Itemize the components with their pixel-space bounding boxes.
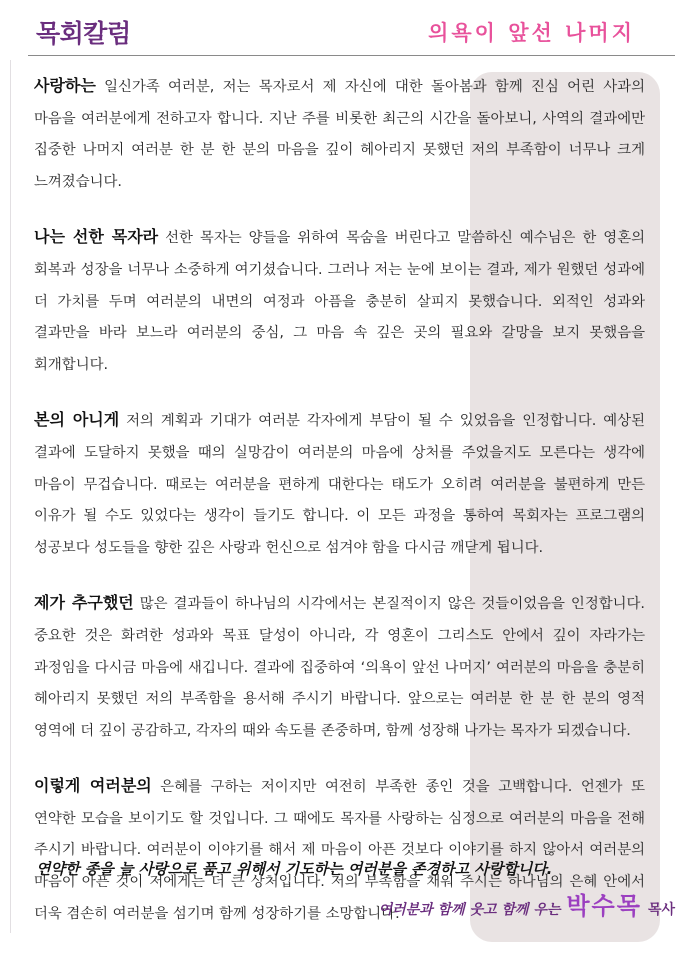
paragraph-text: 많은 결과들이 하나님의 시각에서는 본질적이지 않은 것들이었음을 인정합니다. 중요한 것은 화려한 성과와 목표 달성이 아니라, 각 영혼이 그리스도 안에서 깊이 자라가는 과정임을 다시금 마음에 새깁니다. 결과에 집중하여 ‘의욕이 앞선 나머지’ 여러분의 마음을 충분히 헤아리지 못했던 저의 부족함을 용서해 주시기 바랍니다. 앞으로는 여러분 한 분 한 분의 영적 영역에 더 깊이 공감하고, 각자의 때와 속도를 존중하며, 함께 성장해 나가는 목자가 되겠습니다. — [34, 596, 645, 739]
paragraph-3 — [34, 404, 645, 564]
column-title: 목회칼럼 — [36, 19, 131, 48]
article-body — [34, 70, 645, 953]
paragraph-lead: 나는 선한 목자라 — [34, 227, 159, 247]
header-divider — [28, 55, 675, 56]
paragraph-1 — [34, 70, 645, 198]
paragraph-text: 저의 계획과 기대가 여러분 각자에게 부담이 될 수 있었음을 인정합니다. 예상된 결과에 도달하지 못했을 때의 실망감이 여러분의 마음에 상처를 주었을지도 모른다는 생각에 마음이 무겁습니다. 때로는 여러분을 편하게 대한다는 태도가 오히려 여러분을 불편하게 만든 이유가 될 수도 있었다는 생각이 들기도 합니다. 이 모든 과정을 통하여 목회자는 프로그램의 성공보다 성도들을 향한 깊은 사랑과 헌신으로 섬겨야 함을 다시금 깨닫게 됩니다. — [34, 413, 645, 556]
left-margin-rule — [10, 60, 11, 933]
paragraph-text: 선한 목자는 양들을 위하여 목숨을 버린다고 말씀하신 예수님은 한 영혼의 회복과 성장을 너무나 소중하게 여기셨습니다. 그러나 저는 눈에 보이는 결과, 제가 원했던 성과에 더 가치를 두며 여러분의 내면의 여정과 아픔을 충분히 살피지 못했습니다. 외적인 성과와 결과만을 바라 보느라 여러분의 중심, 그 마음 속 깊은 곳의 필요와 갈망을 보지 못했음을 회개합니다. — [34, 230, 645, 373]
article-title: 의욕이 앞선 나머지 — [428, 21, 635, 45]
paragraph-lead: 이렇게 여러분의 — [34, 776, 152, 796]
signature-role: 목사 — [647, 902, 675, 918]
paragraph-text: 일신가족 여러분, 저는 목자로서 제 자신에 대한 돌아봄과 함께 진심 어린 사과의 마음을 여러분에게 전하고자 합니다. 지난 주를 비롯한 최근의 시간을 돌아보니, 사역의 결과에만 집중한 나머지 여러분 한 분 한 분의 마음을 깊이 헤아리지 못했던 저의 부족함이 너무나 크게 느껴졌습니다. — [34, 79, 645, 190]
paragraph-lead: 본의 아니게 — [34, 410, 120, 430]
signature-name: 박수목 — [566, 892, 642, 920]
closing-line: 연약한 종을 늘 사랑으로 품고 위해서 기도하는 여러분을 존경하고 사랑합니다. — [36, 860, 553, 878]
paragraph-4 — [34, 587, 645, 747]
paragraph-lead: 제가 추구했던 — [34, 593, 134, 613]
signature — [379, 886, 675, 921]
column-header — [0, 0, 677, 56]
paragraph-lead: 사랑하는 — [34, 76, 96, 95]
paragraph-2 — [34, 221, 645, 381]
signature-text: 여러분과 함께 웃고 함께 우는 — [378, 902, 561, 918]
paragraph-text: 은혜를 구하는 저이지만 여전히 부족한 종인 것을 고백합니다. 언젠가 또 연약한 모습을 보이기도 할 것입니다. 그 때에도 목자를 사랑하는 심정으로 여러분의 마음을 전해 주시기 바랍니다. 여러분이 이야기를 해서 제 마음이 아픈 것보다 이야기를 하지 않아서 여러분의 마음이 아픈 것이 저에게는 더 큰 상처입니다. 저의 부족함을 채워 주시는 하나님의 은혜 안에서 더욱 겸손히 여러분을 섬기며 함께 성장하기를 소망합니다. — [34, 779, 645, 922]
